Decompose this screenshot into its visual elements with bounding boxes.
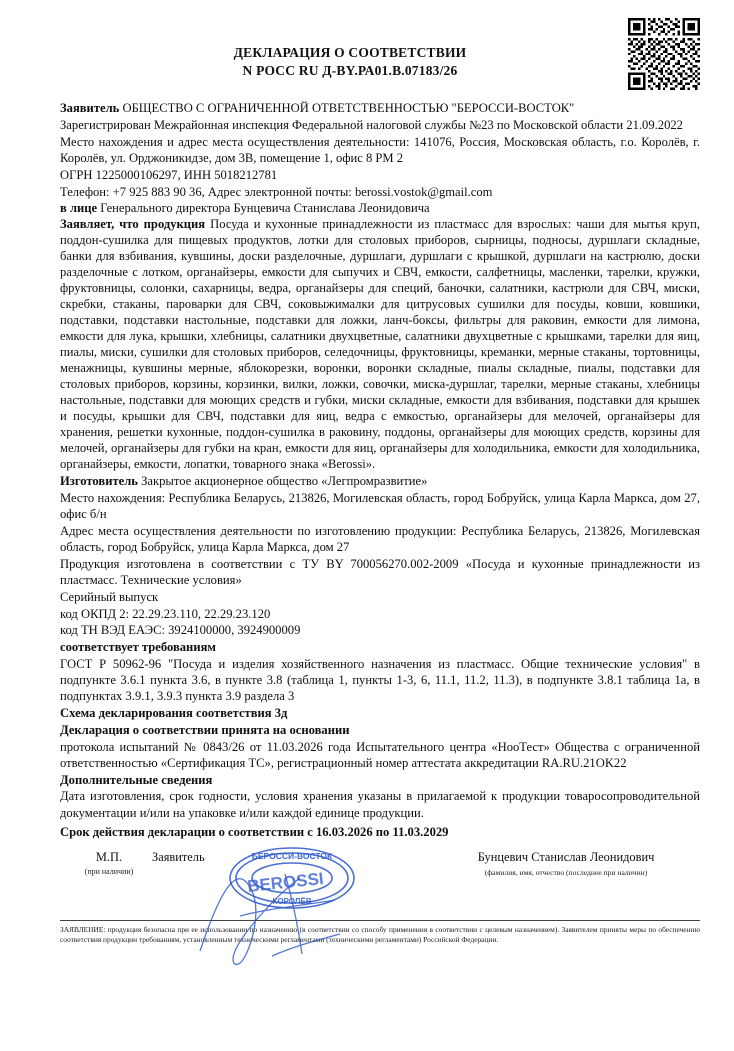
paragraph-validity-period: Срок действия декларации о соответствии с 16.03.2026 по 11.03.2029 bbox=[60, 825, 449, 840]
signer-name-block bbox=[402, 850, 700, 877]
footnote-text: ЗАЯВЛЕНИЕ: продукция безопасна при ее использовании по назначению (в соответствии со способу применения в соответствии с целевым назначением). Заявителем приняты меры по обеспечению соответствия продукции требованиям, установленным техническими регламентами (техническими регламентами) Российской Федерации. bbox=[60, 925, 700, 945]
signer-name-note: (фамилия, имя, отчество (последнее при наличии) bbox=[484, 868, 648, 878]
stamp-place bbox=[60, 850, 152, 876]
divider bbox=[60, 920, 700, 921]
heading-declaration-scheme: Схема декларирования соответствия 3д bbox=[60, 706, 288, 721]
paragraph-product-declaration bbox=[60, 217, 700, 473]
paragraph-represented-by bbox=[60, 200, 700, 216]
paragraph-address: Место нахождения и адрес места осуществления деятельности: 141076, Россия, Московская область, г.о. Королёв, г. Королёв, ул. Орджоникидзе, дом 3В, помещение 1, офис 8 РМ 2 bbox=[60, 134, 700, 166]
applicant-value: ОБЩЕСТВО С ОГРАНИЧЕННОЙ ОТВЕТСТВЕННОСТЬЮ "БЕРОССИ-ВОСТОК" bbox=[119, 101, 575, 116]
paragraph-conforms-text: ГОСТ Р 50962-96 "Посуда и изделия хозяйственного назначения из пластмасс. Общие технические условия" в подпункте 3.6.1 пункта 3.6, в пункте 3.8 (таблица 1, пункты 1-3, 6, 11.1, 11.2, 11.3), в подпункте 3.8.1 таблица 1а, в подпунктах 3.9.1, 3.9.3 пункта 3.9 раздела 3 bbox=[60, 656, 700, 704]
declares-label: Заявляет, что продукция bbox=[60, 217, 206, 232]
paragraph-produced-according: Продукция изготовлена в соответствии с ТУ BY 700056270.002-2009 «Посуда и кухонные принадлежности из пластмасс. Технические условия» bbox=[60, 557, 700, 588]
paragraph-manufacturer-address: Место нахождения: Республика Беларусь, 213826, Могилевская область, город Бобруйск, улица Карла Маркса, дом 27, офис б/н bbox=[60, 491, 700, 522]
applicant-sign-label: Заявитель bbox=[152, 850, 205, 865]
signer-name: Бунцевич Станислав Леонидович bbox=[477, 850, 655, 865]
declares-value: Посуда и кухонные принадлежности из пластмасс для взрослых: чаши для мытья круп, поддон-сушилка для пищевых продуктов, лотки для столовых приборов, сырницы, подносы, дуршлаги складные, банки для взбивания, кувшины, доски разделочные, дуршлаги, дуршлаги с крышкой, дуршлаги на кастрюлю, доски разделочные с лотком, органайзеры, емкости для сыпучих и СВЧ, емкости, салфетницы, масленки, тарелки, кружки, фруктовницы, солонки, сахарницы, ведра, органайзеры для специй, баночки, салатники, кастрюли для СВЧ, миски, скребки, стаканы, пароварки для СВЧ, соковыжималки для цитрусовых сушилки для посуды, ковши, ковшики, подставки, подставки настольные, подставки для ложки, ланч-боксы, фильтры для раковин, емкости для лимона, емкости для лука, крышки, хлебницы, салатники двухцветные, салатники двухцветные с крышками, тарелки для яиц, пиалы, миски, сушилки для столовых приборов, селедочницы, фруктовницы, креманки, мерные стаканы, тортовницы, менажницы, кувшины мерные, яблокорезки, воронки, воронки складные, пиалы складные, пиалы, подставки для столовых приборов, корзины, корзинки, вилки, ложки, совочки, миска-дуршлаг, тарелки, мерные стаканы, хлебницы настольные, подставки для моющих средств и губки, миски складные, емкости для взбивания, подставки для крышек и посуды, крышки для СВЧ, подставки для яиц, ведра с емкостью, органайзеры для мелочей, органайзеры для хранения, решетки кухонные, поддон-сушилка в раковину, поддоны, органайзеры для моющих средств, корзины для мелочей, органайзеры для губки на кран, емкости для яиц, органайзеры для холодильника, емкости для холодильника, органайзеры, емкости, лопатки, товарного знака «Berossi». bbox=[60, 217, 700, 471]
document-body bbox=[60, 100, 700, 840]
paragraph-applicant bbox=[60, 100, 700, 116]
mp-label: М.П. bbox=[95, 850, 123, 865]
paragraph-production-address: Адрес места осуществления деятельности по изготовлению продукции: Республика Беларусь, 213826, Могилевская область, город Бобруйск, улица Карла Маркса, дом 27 bbox=[60, 524, 700, 555]
paragraph-registration: Зарегистрирован Межрайонная инспекция Федеральной налоговой службы №23 по Московской области 21.09.2022 bbox=[60, 118, 683, 133]
paragraph-tnved-code: код ТН ВЭД ЕАЭС: 3924100000, 3924900009 bbox=[60, 623, 301, 638]
heading-conforms-to: соответствует требованиям bbox=[60, 640, 216, 655]
document-title bbox=[60, 24, 700, 80]
paragraph-ogrn: ОГРН 1225000106297, ИНН 5018212781 bbox=[60, 167, 278, 182]
manufacturer-label: Изготовитель bbox=[60, 474, 138, 489]
mp-note: (при наличии) bbox=[84, 867, 134, 877]
paragraph-basis-text: протокола испытаний № 0843/26 от 11.03.2026 года Испытательного центра «НооТест» Общества с ограниченной ответственностью «Сертификация ТС», регистрационный номер аттестата аккредитации RA.RU.21OK22 bbox=[60, 739, 700, 770]
applicant-signature-block bbox=[152, 850, 402, 865]
applicant-label: Заявитель bbox=[60, 101, 120, 116]
paragraph-serial-release: Серийный выпуск bbox=[60, 589, 159, 604]
paragraph-contacts: Телефон: +7 925 883 90 36, Адрес электронной почты: berossi.vostok@gmail.com bbox=[60, 184, 493, 199]
represented-by-label: в лице bbox=[60, 201, 98, 216]
stamp-center-text: BEROSSI bbox=[246, 869, 325, 897]
signature-area bbox=[60, 850, 700, 914]
represented-by-value: Генерального директора Бунцевича Станислава Леонидовича bbox=[97, 201, 430, 216]
title-line-2: N РОСС RU Д-BY.РА01.В.07183/26 bbox=[242, 63, 458, 79]
qr-code-icon bbox=[628, 18, 700, 90]
paragraph-additional-text: Дата изготовления, срок годности, условия хранения указаны в прилагаемой к продукции товаросопроводительной документации и/или на упаковке и/или каждой единице продукции. bbox=[60, 789, 700, 820]
stamp-top-text: БЕРОССИ-ВОСТОК bbox=[251, 851, 333, 862]
stamp-bottom-text: КОРОЛЁВ bbox=[272, 897, 312, 907]
paragraph-okpd-code: код ОКПД 2: 22.29.23.110, 22.29.23.120 bbox=[60, 606, 271, 621]
paragraph-manufacturer bbox=[60, 473, 700, 489]
manufacturer-value: Закрытое акционерное общество «Легпромразвитие» bbox=[137, 474, 428, 489]
title-line-1: ДЕКЛАРАЦИЯ О СООТВЕТСТВИИ bbox=[233, 45, 467, 60]
heading-additional-info: Дополнительные сведения bbox=[60, 772, 213, 787]
heading-basis: Декларация о соответствии принята на основании bbox=[60, 722, 350, 737]
